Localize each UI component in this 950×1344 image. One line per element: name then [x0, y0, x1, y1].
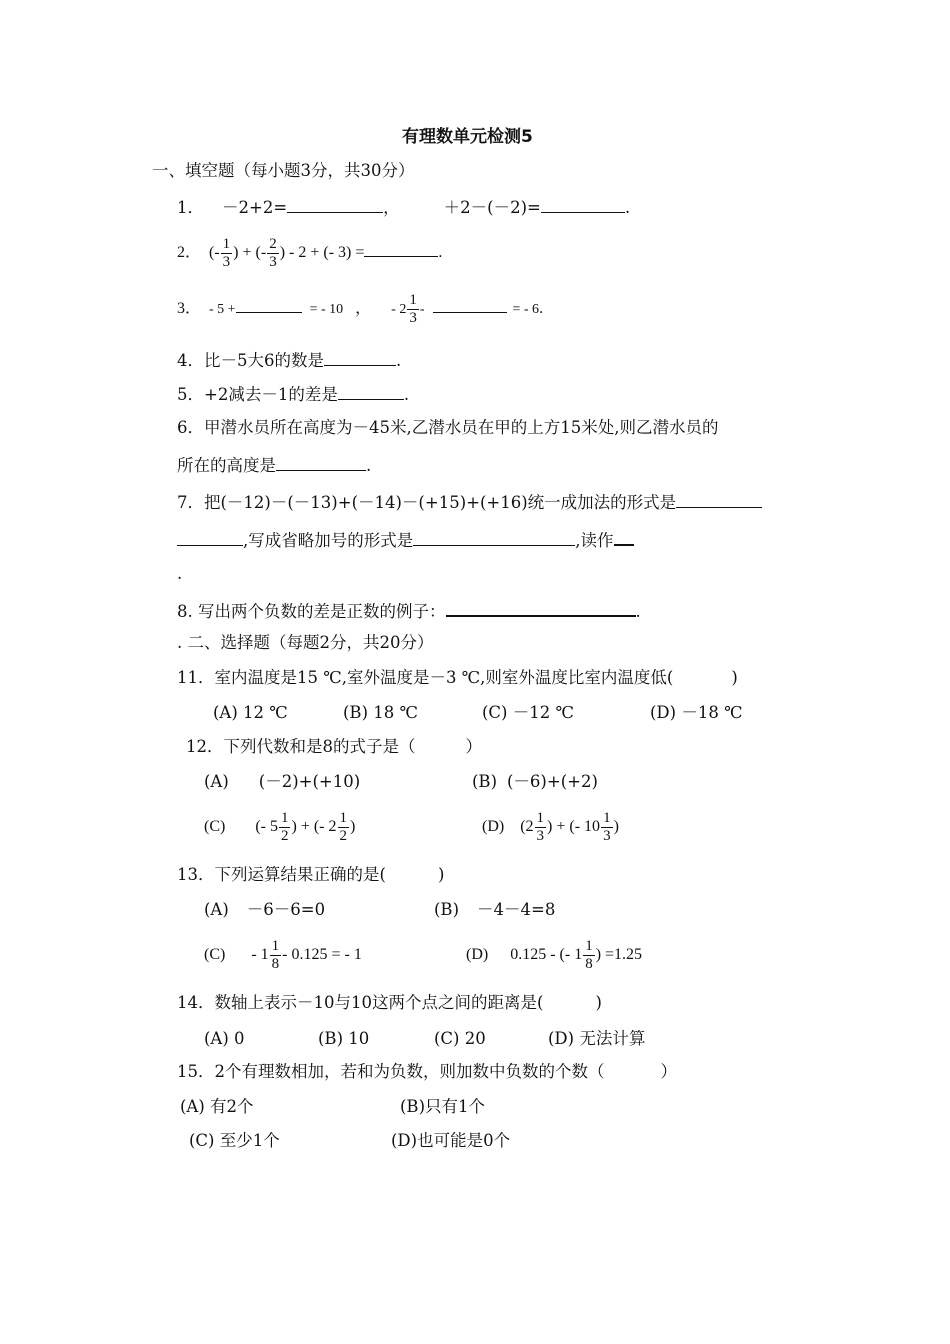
- q6-blank[interactable]: [276, 453, 366, 471]
- q3-part: - 2: [391, 302, 407, 318]
- frac-num: 1: [280, 810, 289, 826]
- q5-blank[interactable]: [338, 382, 404, 400]
- q1-number: 1．: [177, 198, 204, 217]
- q1-comma: ，: [383, 198, 400, 217]
- q12-a-text: (－2)+(+10): [258, 772, 361, 791]
- q12-close: ）: [465, 737, 482, 756]
- question-2: [177, 236, 442, 271]
- q3-part: = - 10: [309, 302, 344, 318]
- q14-option-c[interactable]: (C) 20: [434, 1029, 486, 1048]
- q13-option-a[interactable]: [204, 899, 325, 921]
- question-6-line-2: [177, 453, 371, 477]
- q3-part: -: [419, 302, 425, 318]
- q12-c-part: (- 5: [255, 818, 278, 836]
- q12-d-part: ) + (- 10: [547, 818, 601, 836]
- q13-close: ): [437, 865, 445, 884]
- q3-fraction: [407, 292, 419, 327]
- q4-end: .: [396, 351, 402, 370]
- q5-end: .: [403, 385, 410, 404]
- q12-b-text: (－6)+(+2): [507, 772, 598, 791]
- q13-a-text: －6－6=0: [246, 900, 326, 919]
- frac-num: 1: [271, 938, 280, 954]
- question-4: [177, 348, 401, 372]
- q3-blank-b[interactable]: [433, 295, 507, 313]
- q2-number: 2．: [177, 244, 202, 262]
- q14-option-b[interactable]: (B) 10: [318, 1029, 370, 1048]
- frac-num: 1: [536, 810, 545, 826]
- page-title: 有理数单元检测5: [402, 127, 533, 147]
- q14-text: 14．数轴上表示－10与10这两个点之间的距离是(: [177, 993, 544, 1012]
- q13-a-label: (A): [204, 900, 229, 919]
- q2-fraction-2: [267, 236, 279, 271]
- q3-number: 3．: [177, 300, 202, 318]
- question-12: [186, 736, 482, 758]
- q2-f2-num: 2: [269, 236, 277, 252]
- q12-option-a[interactable]: [204, 771, 360, 793]
- q14-option-a[interactable]: (A) 0: [204, 1029, 245, 1048]
- q2-f2-den: 3: [269, 254, 277, 270]
- q15-option-c[interactable]: (C) 至少1个: [189, 1131, 280, 1150]
- q12-c-label: (C): [204, 818, 226, 836]
- question-14: [177, 992, 602, 1014]
- q12-d-part: ): [613, 818, 619, 836]
- q13-c-fraction: [270, 938, 282, 973]
- q12-c-fraction-2: [338, 810, 350, 845]
- frac-num: 1: [603, 810, 611, 826]
- q12-option-b[interactable]: [472, 771, 598, 793]
- frac-den: 8: [585, 956, 593, 972]
- q11-option-a[interactable]: (A) 12 ℃: [213, 703, 288, 722]
- q12-c-fraction-1: [279, 810, 291, 845]
- q3-part: - 5 +: [209, 302, 236, 318]
- q13-c-label: (C): [204, 946, 226, 964]
- q12-c-part: ) + (- 2: [291, 818, 337, 836]
- frac-num: 1: [585, 938, 593, 954]
- question-7-line-1: [177, 490, 762, 514]
- q6-end: .: [366, 456, 372, 475]
- q3-f-den: 3: [409, 310, 417, 326]
- q11-option-c[interactable]: (C) －12 ℃: [482, 703, 574, 722]
- q2-end: .: [438, 244, 443, 262]
- q3-blank-a[interactable]: [236, 295, 302, 313]
- q7-text: 7．把(－12)－(－13)+(－14)－(+15)+(+16)统一成加法的形式是: [177, 493, 677, 512]
- q14-option-d[interactable]: (D) 无法计算: [548, 1029, 646, 1048]
- section-2-heading: . 二、选择题（每题2分，共20分）: [177, 633, 434, 652]
- q1-expr-a: －2+2=: [222, 198, 288, 217]
- q12-a-label: (A): [204, 772, 229, 791]
- question-1: [177, 195, 630, 219]
- q8-end: .: [635, 602, 641, 621]
- q12-d-fraction-2: [601, 810, 613, 845]
- q2-part: ) + (-: [233, 244, 267, 262]
- q2-blank[interactable]: [364, 239, 438, 257]
- frac-den: 3: [536, 828, 545, 844]
- q12-b-label: (B): [472, 772, 497, 791]
- q4-blank[interactable]: [324, 348, 396, 366]
- q13-option-c[interactable]: [204, 938, 362, 973]
- q13-b-label: (B): [434, 900, 459, 919]
- q13-option-d[interactable]: [466, 938, 642, 973]
- frac-num: 1: [339, 810, 347, 826]
- q4-text: 4．比－5大6的数是: [177, 351, 324, 370]
- q1-blank-a[interactable]: [287, 195, 383, 213]
- q15-text: 15．2个有理数相加，若和为负数，则加数中负数的个数（: [177, 1062, 605, 1081]
- question-15: [177, 1061, 677, 1083]
- q13-d-part: 0.125 - (- 1: [510, 946, 583, 964]
- frac-den: 8: [271, 956, 280, 972]
- question-5: [177, 382, 409, 406]
- q12-d-fraction-1: [535, 810, 547, 845]
- q2-f1-num: 1: [222, 236, 231, 252]
- q12-option-c[interactable]: [204, 810, 355, 845]
- q15-close: ）: [660, 1062, 677, 1081]
- q3-sep: ，: [355, 300, 372, 318]
- q7-blank-c[interactable]: [614, 527, 634, 546]
- q2-fraction-1: [221, 236, 233, 271]
- section-1-heading: 一、填空题（每小题3分，共30分）: [152, 161, 415, 180]
- q1-blank-b[interactable]: [541, 195, 625, 213]
- question-8: [177, 598, 641, 623]
- q2-part: (-: [209, 244, 220, 262]
- q12-d-label: (D): [482, 818, 505, 836]
- q13-c-part: - 0.125 = - 1: [282, 946, 362, 964]
- q11-option-b[interactable]: (B) 18 ℃: [343, 703, 418, 722]
- q13-c-part: - 1: [251, 946, 269, 964]
- question-7-dot: .: [177, 564, 183, 583]
- q1-end: .: [624, 198, 631, 217]
- question-7-line-2: [177, 527, 634, 552]
- q11-close: ): [731, 668, 738, 687]
- q6-text: 所在的高度是: [177, 456, 276, 475]
- q13-d-part: ) =1.25: [595, 946, 643, 964]
- q14-close: ): [595, 993, 602, 1012]
- q3-part: = - 6: [512, 302, 540, 318]
- question-6-line-1: 6．甲潜水员所在高度为－45米,乙潜水员在甲的上方15米处,则乙潜水员的: [177, 418, 719, 437]
- q12-c-part: ): [350, 818, 356, 836]
- q15-option-d[interactable]: (D)也可能是0个: [391, 1131, 511, 1150]
- q2-part: ) - 2 + (- 3) =: [279, 244, 365, 262]
- q3-f-num: 1: [409, 292, 417, 308]
- question-3: [177, 292, 543, 327]
- q7-blank-a2[interactable]: [177, 528, 243, 546]
- q12-d-part: (2: [520, 818, 534, 836]
- q7-blank-a1[interactable]: [676, 490, 762, 508]
- q2-f1-den: 3: [222, 254, 231, 270]
- q11-text: 11．室内温度是15 ℃,室外温度是－3 ℃,则室外温度比室内温度低(: [177, 668, 674, 687]
- q5-text: 5．+2减去－1的差是: [177, 385, 338, 404]
- q7-blank-b[interactable]: [413, 528, 575, 546]
- q12-option-d[interactable]: [482, 810, 619, 845]
- q7-tail: ,读作: [575, 531, 614, 550]
- q7-mid: ,写成省略加号的形式是: [243, 531, 414, 550]
- question-13: [177, 864, 444, 886]
- q8-text: 8. 写出两个负数的差是正数的例子：: [177, 602, 446, 621]
- q1-expr-b: ＋2－(－2)=: [443, 198, 541, 217]
- q8-blank[interactable]: [446, 598, 636, 617]
- q13-b-text: －4－4=8: [477, 900, 556, 919]
- frac-den: 3: [603, 828, 611, 844]
- q15-option-a[interactable]: (A) 有2个: [180, 1097, 254, 1116]
- q3-end: .: [539, 300, 544, 318]
- frac-den: 2: [280, 828, 289, 844]
- q12-text: 12．下列代数和是8的式子是（: [186, 737, 416, 756]
- q15-option-b[interactable]: (B)只有1个: [400, 1097, 485, 1116]
- q13-option-b[interactable]: [434, 899, 555, 921]
- q13-d-label: (D): [466, 946, 489, 964]
- q11-option-d[interactable]: (D) －18 ℃: [650, 703, 743, 722]
- question-11: [177, 667, 738, 689]
- q13-d-fraction: [583, 938, 595, 973]
- q13-text: 13．下列运算结果正确的是(: [177, 865, 386, 884]
- frac-den: 2: [339, 828, 347, 844]
